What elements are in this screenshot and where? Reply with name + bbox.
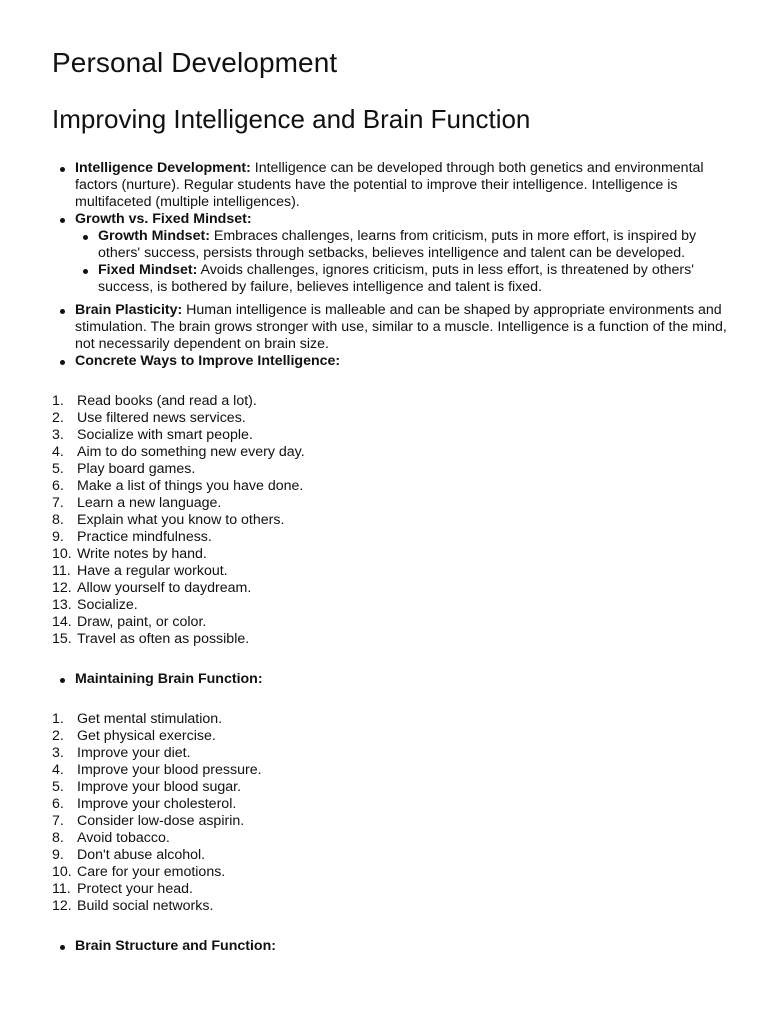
item-number: 2.: [52, 728, 64, 744]
numbered-item: [52, 762, 732, 779]
item-text: Allow yourself to daydream.: [77, 580, 252, 596]
item-text: Explain what you know to others.: [77, 512, 285, 528]
item-number: 11.: [52, 881, 71, 897]
item-number: 7.: [52, 495, 64, 511]
numbered-item: [52, 529, 732, 546]
item-number: 4.: [52, 444, 64, 460]
item-text: Intelligence can be developed through both genetics and environmental factors (nurture). Regular students have the potential to improve their intelligence. Intelligence is multifaceted (multiple intelligences).: [75, 160, 704, 210]
item-number: 3.: [52, 427, 64, 443]
item-text: Socialize with smart people.: [77, 427, 253, 443]
item-label: Brain Structure and Function:: [75, 938, 276, 954]
section-heading: Improving Intelligence and Brain Function: [52, 104, 531, 134]
item-number: 5.: [52, 461, 64, 477]
item-label: Growth Mindset:: [98, 228, 210, 244]
numbered-item: [52, 580, 732, 597]
list-item-fixed-mindset: [98, 262, 732, 296]
item-text: Practice mindfulness.: [77, 529, 212, 545]
numbered-item: [52, 728, 732, 745]
list-item-mindset: [75, 211, 732, 296]
item-number: 8.: [52, 512, 64, 528]
list-item-maintaining: [75, 671, 732, 688]
item-text: Read books (and read a lot).: [77, 393, 257, 409]
item-label: Intelligence Development:: [75, 160, 251, 176]
item-number: 8.: [52, 830, 64, 846]
bullet-list-top: [52, 160, 732, 296]
numbered-item: [52, 512, 732, 529]
item-text: Write notes by hand.: [77, 546, 207, 562]
numbered-item: [52, 898, 732, 915]
bullet-list-plasticity: [52, 302, 732, 370]
numbered-item: [52, 563, 732, 580]
item-text: Improve your blood pressure.: [77, 762, 262, 778]
item-text: Draw, paint, or color.: [77, 614, 207, 630]
item-number: 12.: [52, 580, 72, 596]
item-number: 9.: [52, 529, 64, 545]
numbered-item: [52, 410, 732, 427]
item-number: 14.: [52, 614, 72, 630]
numbered-item: [52, 478, 732, 495]
list-item-intelligence-development: [75, 160, 732, 211]
numbered-item: [52, 597, 732, 614]
list-item-brain-structure: [75, 938, 732, 955]
numbered-item: [52, 881, 732, 898]
numbered-item: [52, 864, 732, 881]
list-item-brain-plasticity: [75, 302, 732, 353]
numbered-item: [52, 847, 732, 864]
numbered-item: [52, 711, 732, 728]
item-number: 1.: [52, 711, 64, 727]
numbered-item: [52, 393, 732, 410]
item-number: 11.: [52, 563, 71, 579]
item-number: 12.: [52, 898, 72, 914]
item-text: Learn a new language.: [77, 495, 222, 511]
page-title: Personal Development: [52, 47, 338, 78]
item-number: 10.: [52, 546, 72, 562]
item-text: Protect your head.: [77, 881, 193, 897]
item-text: Travel as often as possible.: [77, 631, 250, 647]
document-body: [52, 160, 732, 955]
numbered-list-maintaining: [52, 711, 732, 915]
item-label: Brain Plasticity:: [75, 302, 183, 318]
numbered-item: [52, 444, 732, 461]
bullet-list-maintaining: [52, 671, 732, 688]
item-number: 2.: [52, 410, 64, 426]
numbered-item: [52, 495, 732, 512]
item-text: Get mental stimulation.: [77, 711, 223, 727]
sub-list-mindset: [75, 228, 732, 296]
item-number: 1.: [52, 393, 64, 409]
numbered-list-concrete-ways: [52, 393, 732, 648]
list-item-concrete-ways: [75, 353, 732, 370]
item-number: 3.: [52, 745, 64, 761]
item-label: Growth vs. Fixed Mindset:: [75, 211, 252, 227]
item-number: 10.: [52, 864, 72, 880]
item-text: Play board games.: [77, 461, 196, 477]
numbered-item: [52, 830, 732, 847]
numbered-item: [52, 631, 732, 648]
numbered-item: [52, 779, 732, 796]
item-number: 9.: [52, 847, 64, 863]
item-text: Embraces challenges, learns from criticism, puts in more effort, is inspired by others' success, persists through setbacks, believes intelligence and talent can be developed.: [98, 228, 697, 261]
numbered-item: [52, 614, 732, 631]
item-text: Improve your cholesterol.: [77, 796, 237, 812]
item-label: Fixed Mindset:: [98, 262, 198, 278]
item-text: Have a regular workout.: [77, 563, 228, 579]
item-text: Improve your blood sugar.: [77, 779, 242, 795]
item-text: Aim to do something new every day.: [77, 444, 305, 460]
numbered-item: [52, 461, 732, 478]
item-text: Make a list of things you have done.: [77, 478, 304, 494]
item-number: 13.: [52, 597, 72, 613]
item-text: Human intelligence is malleable and can be shaped by appropriate environments and stimulation. The brain grows stronger with use, similar to a muscle. Intelligence is a function of the mind, not necessarily dependent on brain size.: [75, 302, 727, 352]
list-item-growth-mindset: [98, 228, 732, 262]
item-text: Avoid tobacco.: [77, 830, 170, 846]
item-text: Don't abuse alcohol.: [77, 847, 206, 863]
numbered-item: [52, 427, 732, 444]
item-number: 6.: [52, 796, 64, 812]
item-text: Consider low-dose aspirin.: [77, 813, 245, 829]
item-text: Socialize.: [77, 597, 138, 613]
item-text: Build social networks.: [77, 898, 214, 914]
item-label: Maintaining Brain Function:: [75, 671, 263, 687]
item-text: Use filtered news services.: [77, 410, 246, 426]
item-number: 15.: [52, 631, 72, 647]
item-label: Concrete Ways to Improve Intelligence:: [75, 353, 341, 369]
numbered-item: [52, 745, 732, 762]
item-number: 7.: [52, 813, 64, 829]
item-text: Improve your diet.: [77, 745, 191, 761]
item-number: 4.: [52, 762, 64, 778]
item-text: Care for your emotions.: [77, 864, 226, 880]
numbered-item: [52, 546, 732, 563]
item-text: Avoids challenges, ignores criticism, puts in less effort, is threatened by others' success, is bothered by failure, believes intelligence and talent is fixed.: [98, 262, 694, 295]
numbered-item: [52, 813, 732, 830]
item-number: 5.: [52, 779, 64, 795]
item-number: 6.: [52, 478, 64, 494]
numbered-item: [52, 796, 732, 813]
bullet-list-structure: [52, 938, 732, 955]
item-text: Get physical exercise.: [77, 728, 216, 744]
